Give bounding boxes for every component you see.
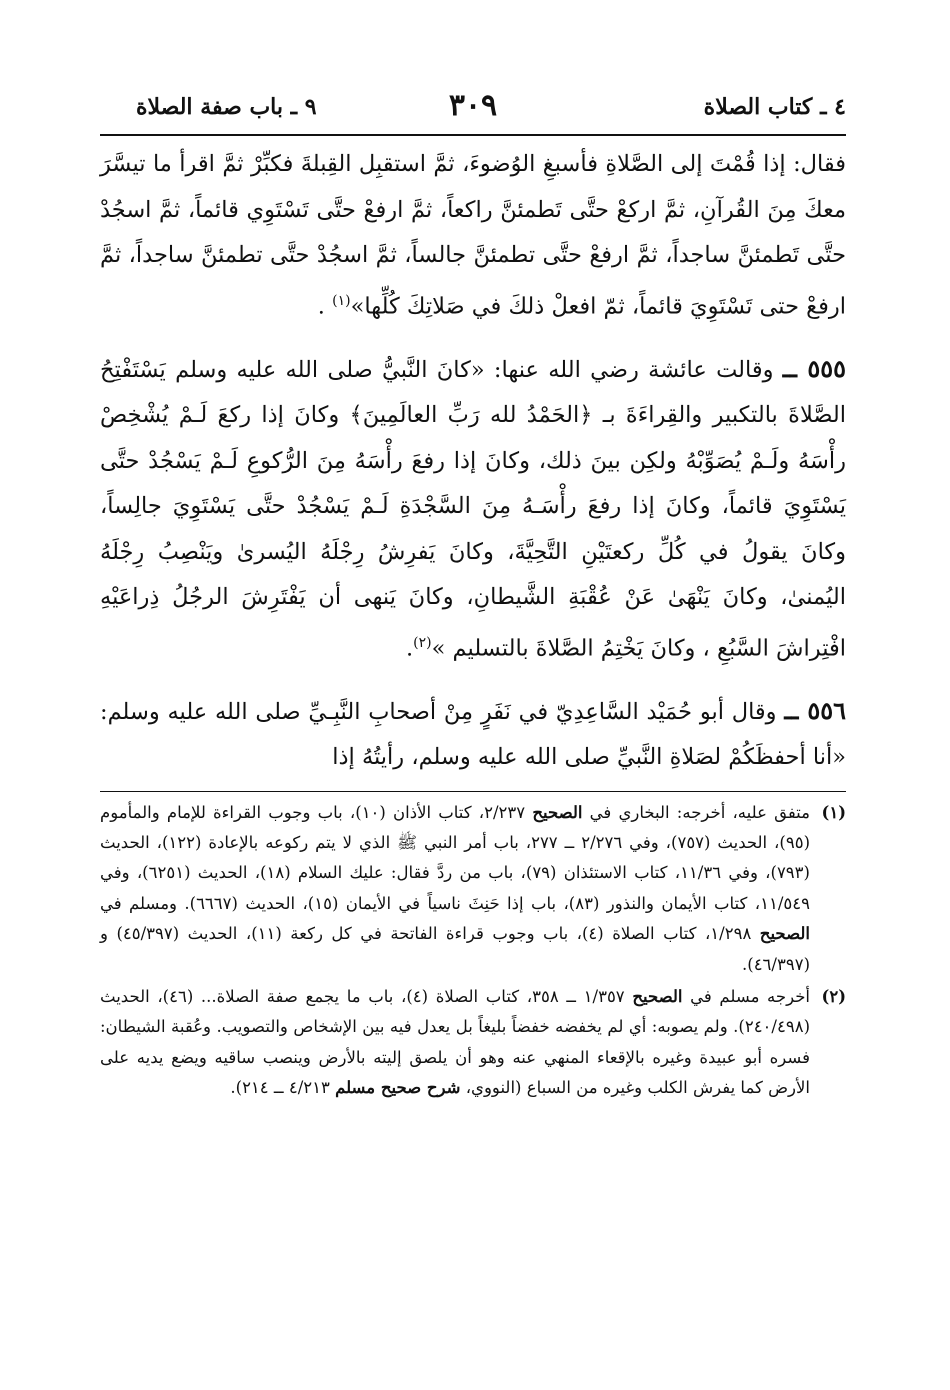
paragraph-end: . (406, 635, 414, 661)
footnote-text (100, 982, 810, 1104)
footnote-source: الصحيح (632, 986, 683, 1006)
paragraph-text: وقالت عائشة رضي الله عنها: «كانَ النَّبيُّ صلى الله عليه وسلم يَسْتَفْتِحُ الصَّلاةَ بالتكبير والقِراءَةَ بـ ﴿الحَمْدُ لله رَبِّ العالَمِينَ﴾ وكانَ إذا ركعَ لَـمْ يُشْخِصْ رأْسَهُ ولَـمْ يُصَوِّبْهُ ولكِن بينَ ذلك، وكانَ إذا رفعَ رأْسَهُ مِنَ الرُّكوعِ لَـمْ يَسْجُدْ حتَّى يَسْتَوِيَ قائماً، وكانَ إذا رفعَ رأْسَـهُ مِنَ السَّجْدَةِ لَـمْ يَسْجُدْ حتَّى يَسْتَوِيَ جالِساً، وكانَ يقولُ في كُلِّ ركعتَيْنِ التَّحِيَّةَ، وكانَ يَفرِشُ رِجْلَهُ اليُسرىٰ ويَنْصِبُ رِجْلَهُ اليُمنىٰ، وكانَ يَنْهَىٰ عَنْ عُقْبَةِ الشَّيطانِ، وكانَ يَنهى أن يَفْتَرِشَ الرجُلُ ذِراعَيْهِ افْتِراشَ السَّبُعِ ، وكانَ يَخْتِمُ الصَّلاةَ بالتسليم » (100, 356, 846, 661)
footnote-part: متفق عليه، أخرجه: البخاري في (582, 802, 811, 822)
footnote-2 (100, 982, 846, 1104)
hadith-number: ٥٥٥ ــ (782, 353, 847, 383)
footnote-part: ١/٣٥٧ ــ ٣٥٨، كتاب الصلاة (٤)، باب ما يجمع صفة الصلاة... (٤٦)، الحديث (٢٤٠/٤٩٨). ولم يصوبه: أي لم يخفضه خفضاً بليغاً بل يعدل فيه بين الإشخاص والتصويب. وعُقبة الشيطان: فسره أبو عبيدة وغيره بالإقعاء المنهي عنه وهو أن يلصق إليته بالأرض وينصب ساقيه ويضع يديه على الأرض كما يفرش الكلب وغيره من السباع (النووي، (100, 986, 810, 1098)
footnote-part: ١/٢٩٨، كتاب الصلاة (٤)، باب وجوب قراءة الفاتحة في كل ركعة (١١)، الحديث (٤٥/٣٩٧) و (٤٦/٣٩٧). (100, 924, 810, 974)
footnote-1 (100, 798, 846, 980)
paragraph-end: . (317, 293, 333, 319)
main-text (100, 142, 846, 781)
page-header (100, 88, 846, 136)
footnote-ref-1: (١) (332, 292, 351, 309)
chapter-title: ٤ ـ كتاب الصلاة (703, 94, 846, 120)
footnote-source: شرح صحيح مسلم (335, 1078, 461, 1098)
paragraph-text: وقال أبو حُمَيْد السَّاعِدِيّ في نَفَرٍ مِنْ أصحابِ النَّبِـيِّ صلى الله عليه وسلم: «أنا أحفظَكُمْ لصَلاةِ النَّبيِّ صلى الله عليه وسلم، رأيتُهُ إذا (100, 698, 846, 770)
paragraph-text: فقال: إذا قُمْتَ إلى الصَّلاةِ فأسبغِ الوُضوءَ، ثمَّ استقبِل القِبلةَ فكبِّرْ ثمَّ اقرأ ما تيسَّرَ معكَ مِنَ القُرآنِ، ثمَّ اركعْ حتَّى تَطمئنَّ راكعاً، ثمَّ ارفعْ حتَّى تَسْتَوِي قائماً، ثمَّ اسجُدْ حتَّى تَطمئنَّ ساجداً، ثمَّ ارفعْ حتَّى تطمئنَّ جالساً، ثمَّ اسجُدْ حتَّى تطمئنَّ ساجداً، ثمَّ ارفعْ حتى تَسْتَوِيَ قائماً، ثمّ افعلْ ذلكَ في صَلاتِكَ كُلِّها» (100, 151, 846, 319)
footnote-ref-2: (٢) (413, 634, 432, 651)
footnote-part: أخرجه مسلم في (682, 986, 810, 1006)
paragraph-hadith-556 (100, 688, 846, 781)
footnote-part: ٤/٢١٣ ــ ٢١٤). (230, 1078, 336, 1098)
document-page (100, 88, 846, 1104)
hadith-number: ٥٥٦ ــ (784, 695, 847, 725)
page-number: ٣٠٩ (448, 88, 498, 123)
footnote-source: الصحيح (532, 802, 583, 822)
section-title: ٩ ـ باب صفة الصلاة (136, 94, 317, 120)
footnote-mark: (١) (821, 802, 846, 822)
footnote-mark: (٢) (821, 986, 846, 1006)
paragraph-hadith-continuation (100, 142, 846, 330)
paragraph-hadith-555 (100, 346, 846, 672)
footnotes (100, 798, 846, 1104)
footnote-source: الصحيح (759, 924, 810, 944)
footnote-part: ٢/٢٣٧، كتاب الأذان (١٠)، باب وجوب القراءة للإمام والمأموم (٩٥)، الحديث (٧٥٧)، وفي ٢/٢٧٦ ــ ٢٧٧، باب أمر النبي ﷺ الذي لا يتم ركوعه بالإعادة (١٢٢)، الحديث (٧٩٣)، وفي ١١/٣٦، كتاب الاستئذان (٧٩)، باب من ردَّ فقال: عليك السلام (١٨)، الحديث (٦٢٥١)، وفي ١١/٥٤٩، كتاب الأيمان والنذور (٨٣)، باب إذا حَنِثَ ناسياً في الأيمان (١٥)، الحديث (٦٦٦٧). ومسلم في (100, 802, 810, 913)
footnote-text (100, 798, 810, 980)
footnote-separator (100, 791, 846, 792)
